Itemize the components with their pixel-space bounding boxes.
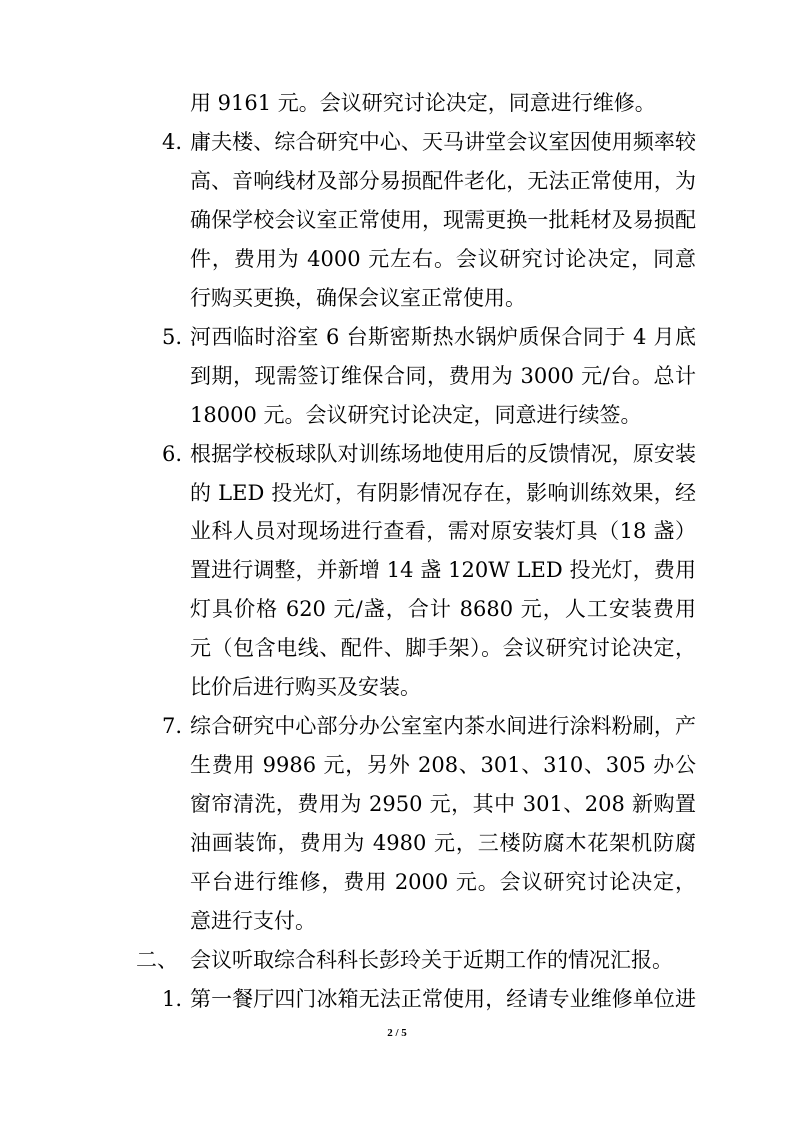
line-text: 根据学校板球队对训练场地使用后的反馈情况，原安装 (190, 441, 696, 466)
line-text: 意进行支付。 (190, 909, 316, 934)
line-text: 高、音响线材及部分易损配件老化，无法正常使用，为 (190, 168, 696, 193)
list-marker: 5. (162, 324, 183, 349)
line-text: 油画装饰，费用为 4980 元，三楼防腐木花架机防腐 (190, 831, 696, 856)
line-text: 比价后进行购买及安装。 (190, 675, 421, 700)
text-line (0, 551, 794, 590)
list-item-5 (0, 318, 794, 357)
text-line (0, 474, 794, 513)
line-text: 用 9161 元。会议研究讨论决定，同意进行维修。 (190, 91, 656, 115)
line-text: 综合研究中心部分办公室室内茶水间进行涂料粉刷，产 (190, 714, 696, 739)
section-heading (0, 941, 794, 980)
text-line (0, 279, 794, 318)
text-line (0, 357, 794, 396)
list-marker: 1. (162, 986, 183, 1011)
line-text: 第一餐厅四门冰箱无法正常使用，经请专业维修单位进 (190, 986, 696, 1011)
list-marker: 6. (162, 441, 183, 466)
text-line (0, 512, 794, 551)
text-line (0, 629, 794, 668)
text-line (0, 785, 794, 824)
list-item-4 (0, 123, 794, 162)
text-line (0, 863, 794, 902)
list-marker: 4. (162, 129, 183, 154)
line-text: 元（包含电线、配件、脚手架）。会议研究讨论决定， (190, 636, 696, 661)
text-line (0, 668, 794, 707)
list-item-7 (0, 707, 794, 746)
line-text: 庸夫楼、综合研究中心、天马讲堂会议室因使用频率较 (190, 129, 696, 154)
text-line (0, 396, 794, 435)
text-line (0, 902, 794, 941)
line-text: 18000 元。会议研究讨论决定，同意进行续签。 (190, 402, 642, 427)
text-line (0, 590, 794, 629)
line-text: 确保学校会议室正常使用，现需更换一批耗材及易损配 (190, 207, 696, 232)
line-text: 河西临时浴室 6 台斯密斯热水锅炉质保合同于 4 月底 (190, 324, 696, 349)
text-line (0, 162, 794, 201)
line-text: 行购买更换，确保会议室正常使用。 (190, 285, 526, 310)
section-marker: 二、 (136, 947, 178, 972)
line-text: 件，费用为 4000 元左右。会议研究讨论决定，同意 (190, 246, 696, 271)
line-text: 生费用 9986 元，另外 208、301、310、305 办公 (190, 753, 696, 778)
text-line (0, 201, 794, 240)
list-item-6 (0, 435, 794, 474)
line-text: 灯具价格 620 元/盏，合计 8680 元，人工安装费用 (190, 597, 696, 622)
list-item-1 (0, 980, 794, 1019)
line-text: 到期，现需签订维保合同，费用为 3000 元/台。总计 (190, 363, 696, 388)
line-text: 业科人员对现场进行查看，需对原安装灯具（18 盏） (190, 519, 696, 544)
line-text: 的 LED 投光灯，有阴影情况存在，影响训练效果，经 (190, 480, 696, 505)
line-text: 置进行调整，并新增 14 盏 120W LED 投光灯，费用 (190, 558, 696, 583)
page-number: 2 / 5 (387, 1027, 407, 1039)
section-text: 会议听取综合科科长彭玲关于近期工作的情况汇报。 (190, 947, 673, 972)
line-text: 平台进行维修，费用 2000 元。会议研究讨论决定， (190, 870, 696, 895)
text-line (0, 84, 794, 123)
list-marker: 7. (162, 714, 183, 739)
text-line (0, 240, 794, 279)
document-body (0, 84, 794, 1019)
line-text: 窗帘清洗，费用为 2950 元，其中 301、208 新购置 (190, 792, 696, 817)
text-line (0, 824, 794, 863)
text-line (0, 746, 794, 785)
